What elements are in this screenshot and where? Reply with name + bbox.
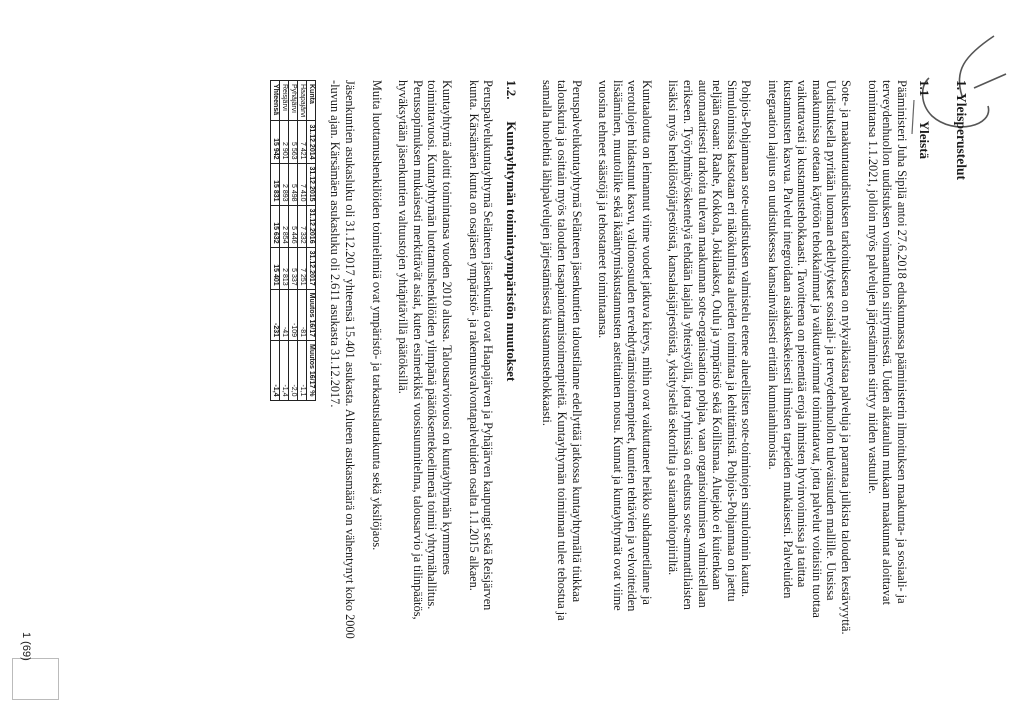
table-cell: -1,4 bbox=[270, 341, 279, 401]
paragraph: Peruspalvelukuntayhtymä Selänteen jäsenkuntia ovat Haapajärven ja Pyhäjärven kaupungit sekä Reisjärven kunta. Kärsämäen kunta on osajäsen ympäristö- ja rakennusvalvontapalveluiden osalta 1.1.2015 alkaen. bbox=[466, 80, 496, 611]
table-cell: 5 446 bbox=[288, 205, 297, 247]
section-number: 1.1 bbox=[917, 80, 933, 97]
table-cell: Pyhäjärvi bbox=[288, 81, 297, 121]
table-cell: Haapajärvi bbox=[297, 81, 306, 121]
table-row bbox=[288, 81, 297, 401]
population-table bbox=[270, 80, 316, 401]
table-cell: 5 337 bbox=[288, 247, 297, 289]
table-row bbox=[279, 81, 288, 401]
table-row bbox=[297, 81, 306, 401]
paragraph: Sote- ja maakuntauudistuksen tarkoituksena on nykyaikaistaa palveluja ja parantaa julkista talouden kestävyyttä. Uudistuksella pyritään luomaan edellytykset sosiaali- ja terveydenhuollon tulevaisuuden mallille. Uusissa maakunnissa otetaan käyttöön tehokkaimmat ja vaikuttavimmat toimintatavat, jotta palvelut voitaisiin tuottaa vaikuttavasti ja kustannustehokkaasti. Tavoitteena on pienentää eroja ihmisten hyvinvoinnissa ja taittaa kustannusten kasvua. Palvelut integroidaan asiakaskeskeisesti ihmisten tarpeiden mukaisesti. Palveluiden integraation laajuus on uudistuksessa kansainvälisesti erittäin kunnianhimoista. bbox=[766, 80, 854, 635]
paragraph: Kuntaaloutta on leimannut viime vuodet jatkuva kireys, mihin ovat vaikuttaneet heikko suhdannetilanne ja verotulojen hidastunut kasvu, valtionosuuden tervehdyttämistoimenpiteet, kuntien tehtävien ja velvoitteiden lisääminen, muutoliike sekä ikääntymiskustannusten asteittainen nousu. Kunnat ja kuntayhtymät ovat viime vuosina tehneet säästöjä ja tehostaneet toimintaansa. bbox=[596, 80, 654, 612]
table-cell: -41 bbox=[279, 289, 288, 340]
table-cell: -2,0 bbox=[288, 341, 297, 401]
table-cell: 7 332 bbox=[297, 205, 306, 247]
section-heading-1-1 bbox=[917, 80, 932, 640]
table-cell: 7 251 bbox=[297, 247, 306, 289]
paragraph: Jäsenkuntien asukasluku oli 31.12.2017 yhteensä 15.401 asukasta. Alueen asukasmäärä on vähentynyt koko 2000 -luvun ajan. Kärsämäen asukasluku oli 2.611 asukasta 31.12.2017. bbox=[328, 80, 357, 639]
paragraph: Muita luottamushenkilöiden toimielimiä ovat ympäristö- ja tarkastuslautakunta sekä yksilöjaos. bbox=[369, 80, 384, 551]
document-body bbox=[260, 80, 968, 640]
table-cell: 15 831 bbox=[270, 163, 279, 205]
table-cell: 7 421 bbox=[297, 121, 306, 163]
document-title: 1. Yleisperustelut bbox=[954, 80, 969, 180]
table-cell: -1,1 bbox=[297, 341, 306, 401]
table-header-row bbox=[306, 81, 315, 401]
column-header: 31.12.2016 bbox=[306, 205, 315, 247]
table-cell: 2 893 bbox=[279, 163, 288, 205]
paragraph: Peruspalvelukuntayhtymä Selänteen jäsenkuntien taloustilanne edellyttää jatkossa kuntayhtymältä tiukkaa talouskuria ja osittain myös talouden tasapainottamistoimenpiteitä. Kuntayhtymän toiminnan tulee tehostua ja samalla huolehtia lähipalvelujen järjestämisestä kustannustehokkaasti. bbox=[540, 80, 584, 621]
table-cell: 2 901 bbox=[279, 121, 288, 163]
table-cell: Yhteensä bbox=[270, 81, 279, 121]
table-cell: 2 813 bbox=[279, 247, 288, 289]
column-header: Kunta bbox=[306, 81, 315, 121]
paragraph: Pohjois-Pohjanmaan sote-uudistuksen valmistelu etenee alueellisten sote-toimintojen simuloinnin kautta. Simuloinnissa katsotaan eri näkökulmista alueiden toimintaa ja kehittämistä. Pohjois-Pohjanmaa on jaettu neljään osaan: Raahe, Kokkola, Jokilaaksot, Oulu ja ympäristö sekä Koillismaa. Aluejako ei kuitenkaan automaattisesti tarkoita tulevan maakunnan sote-organisaation pohjaa, vaan organisoitumisen valmistellaan erikseen. Työryhmätyöskentelyä tehdään laajalla yhteistyöllä, jotta ryhmissä on edustus sote-ammattilaisten lisäksi myös henkilöstöjärjestöistä, kansalaisjärjestöistä, yksityiseltä sektorilta ja sairaanhoitopiiriltä. bbox=[666, 80, 754, 610]
column-header: Muutos 16/17 % bbox=[306, 341, 315, 401]
page-number: 1 (69) bbox=[20, 632, 32, 661]
section-title: Yleistä bbox=[917, 120, 933, 160]
table-cell: -109 bbox=[288, 289, 297, 340]
table-cell: 15 401 bbox=[270, 247, 279, 289]
table-cell: 5 498 bbox=[288, 163, 297, 205]
column-header: 31.12.2015 bbox=[306, 163, 315, 205]
table-cell: 15 942 bbox=[270, 121, 279, 163]
table-cell: 7 410 bbox=[297, 163, 306, 205]
table-cell: Reisjärvi bbox=[279, 81, 288, 121]
column-header: Muutos 16/17 bbox=[306, 289, 315, 340]
column-header: 31.12.2017 bbox=[306, 247, 315, 289]
table-cell: -1,4 bbox=[279, 341, 288, 401]
paragraph: Pääministeri Juha Sipilä antoi 27.6.2018 eduskunnassa pääministerin ilmoituksen maakunta- ja sosiaali- ja terveydenhuollon uudistuksen voimaantulon siirtymisestä. Uuden aikataulun mukaan maakunnat aloittavat toimintansa 1.1.2021, jolloin myös palvelujen järjestäminen siirtyy niiden vastuulle. bbox=[865, 80, 909, 605]
paragraph: Kuntayhtymä aloitti toimintansa vuoden 2010 alussa. Talousarviovuosi on kuntayhtymän kymmenes toimintavuosi. Kuntayhtymän luottamushenkilöiden ylimpänä päätöksentekoelimenä toimii yhtymähallitus. Perussopimuksen mukaisesti merkittävät asiat, kuten esimerkiksi vuosisuunnitelma, talousarvio ja tilinpäätös, hyväksytään jäsenkuntien valtuustojen yhtäpitävillä päätöksillä. bbox=[396, 80, 454, 620]
table-cell: 2 854 bbox=[279, 205, 288, 247]
table-cell: -81 bbox=[297, 289, 306, 340]
section-heading-1-2 bbox=[503, 80, 518, 640]
table-cell: 5 563 bbox=[288, 121, 297, 163]
table-cell: 15 632 bbox=[270, 205, 279, 247]
table-total-row bbox=[270, 81, 279, 401]
table-cell: -231 bbox=[270, 289, 279, 340]
section-title: Kuntayhtymän toimintaympäristön muutokset bbox=[503, 121, 519, 382]
section-number: 1.2. bbox=[503, 80, 519, 100]
column-header: 31.12.2014 bbox=[306, 121, 315, 163]
page-number-frame bbox=[12, 658, 59, 700]
